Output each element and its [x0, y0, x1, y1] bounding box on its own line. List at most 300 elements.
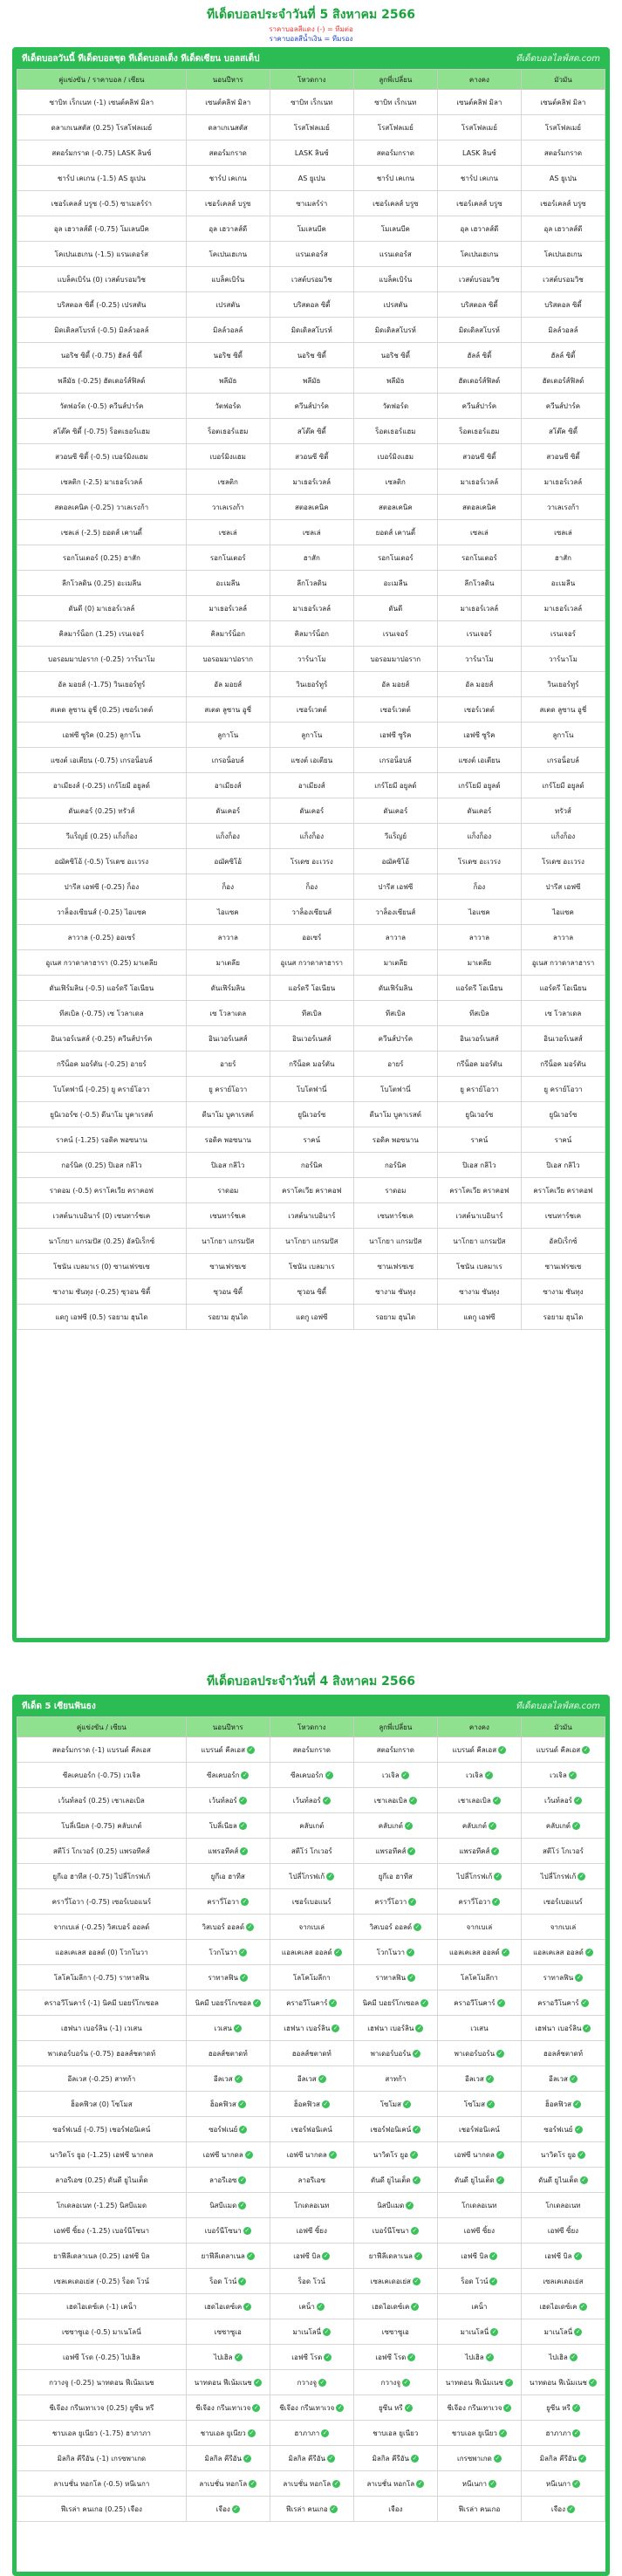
match-cell — [17, 1864, 187, 1889]
table-row — [17, 697, 605, 723]
cell-text: อัล มอยส์ — [465, 680, 494, 689]
pick-cell — [270, 2446, 353, 2471]
pick-cell — [437, 267, 521, 292]
cell-text: อินเวอร์เนสส์ — [460, 1034, 499, 1043]
cell-text: โคเปนเฮเกน (-1.5) แรนเดอร์ส — [54, 250, 149, 258]
check-icon: ✓ — [492, 1846, 498, 1854]
pick-cell — [186, 469, 270, 495]
pick-cell — [353, 571, 437, 596]
cell-text: ฮ็อคฟิวส (0) โซโมส — [71, 2100, 133, 2108]
match-cell — [17, 2269, 187, 2294]
check-icon: ✓ — [583, 1745, 589, 1753]
pick-cell — [521, 1229, 605, 1254]
pick-cell — [270, 621, 353, 647]
cell-text: นอริช ซิตี้ — [297, 351, 326, 360]
match-cell — [17, 2471, 187, 2497]
pick-cell — [437, 2066, 521, 2092]
cell-text: ลาวาล — [468, 933, 490, 942]
cell-text: เฮดไอเดซ์เค — [372, 2302, 410, 2311]
cell-text: วินเยอร์ทูร์ — [296, 680, 328, 689]
table-row — [17, 1813, 605, 1839]
check-icon: ✓ — [241, 1846, 247, 1854]
pick-cell — [521, 621, 605, 647]
section-title: ทีเด็ดบอลประจำวันที่ 4 สิงหาคม 2566 — [206, 1675, 416, 1689]
check-icon: ✓ — [241, 1973, 247, 1981]
pick-cell — [186, 2168, 270, 2193]
cell-text: ร็อด โวน์ — [209, 2277, 237, 2285]
match-cell — [17, 798, 187, 824]
match-cell — [17, 1965, 187, 1990]
pick-cell — [270, 1305, 353, 1330]
cell-text: เบอร์นีโซนา — [372, 2226, 409, 2235]
pick-cell — [437, 2345, 521, 2370]
pick-cell — [353, 697, 437, 723]
match-cell — [17, 1102, 187, 1127]
match-cell — [17, 1889, 187, 1915]
cell-text: ดีนาโม บูคาเรสต์ — [202, 1110, 254, 1119]
cell-text: สตอร์มกราด — [543, 148, 583, 157]
table-row — [17, 1178, 605, 1203]
cell-text: ทีสเบิล — [468, 1009, 489, 1017]
pick-cell — [186, 1940, 270, 1965]
pick-cell — [521, 2319, 605, 2345]
pick-cell — [437, 520, 521, 545]
pick-cell — [353, 368, 437, 394]
pick-cell — [186, 1229, 270, 1254]
pick-cell — [521, 1127, 605, 1153]
table-row — [17, 1203, 605, 1229]
cell-text: คราวี่โอวา — [458, 1897, 491, 1906]
pick-cell — [186, 723, 270, 748]
cell-text: ซีลเคบอร์ก — [207, 1771, 240, 1779]
pick-cell — [186, 1001, 270, 1026]
pick-cell — [521, 798, 605, 824]
pick-cell — [270, 343, 353, 368]
pick-cell — [437, 140, 521, 166]
pick-cell — [270, 444, 353, 469]
cell-text: ดันดี ยูไนเต็ด — [370, 2175, 411, 2184]
pick-cell — [270, 1102, 353, 1127]
pick-cell — [353, 394, 437, 419]
pick-cell — [521, 2370, 605, 2395]
check-icon: ✓ — [240, 1821, 246, 1829]
cell-text: ลีกโวลดิน (0.25) อะเมลีน — [61, 579, 141, 587]
cell-text: โบโตฟานี่ — [380, 1085, 411, 1093]
cell-text: มาเตลีย — [383, 958, 407, 967]
pick-cell — [270, 368, 353, 394]
table-row — [17, 1763, 605, 1788]
pick-cell — [270, 1763, 353, 1788]
brand-logo[interactable]: ทีเด็ดบอลไลฟ์สด.com — [516, 54, 600, 64]
cell-text: ชาร์ป เคเกน (-1.5) AS ยูเปน — [57, 174, 146, 182]
cell-text: ลาวาล (-0.25) ออเซร์ — [67, 933, 136, 942]
check-icon: ✓ — [407, 2201, 413, 2209]
check-icon: ✓ — [576, 1973, 582, 1981]
check-icon: ✓ — [489, 2479, 496, 2487]
cell-text: สตอลเคนิค — [294, 503, 329, 511]
table-row — [17, 368, 605, 394]
pick-cell — [186, 140, 270, 166]
cell-text: อัล มอยส์ — [214, 680, 243, 689]
pick-cell — [270, 1279, 353, 1305]
cell-text: แบรนด์ คีลเอส — [536, 1745, 581, 1754]
pick-cell — [270, 267, 353, 292]
cell-text: อาเมียงส์ (-0.25) เกร์โยมี อยูลด์ — [52, 781, 150, 790]
pick-cell — [186, 748, 270, 773]
cell-text: ดันเคอร์ — [467, 806, 492, 815]
check-icon: ✓ — [242, 1897, 248, 1905]
pick-cell — [353, 1813, 437, 1839]
pick-cell — [437, 1990, 521, 2016]
pick-cell — [521, 2041, 605, 2066]
column-header: โหวดกาง — [270, 70, 353, 90]
cell-text: ฮาภาภา — [545, 2429, 571, 2437]
cell-text: นาวิดโร ยูอ — [540, 2150, 577, 2159]
cell-text: มิลกิล คีรีอัน — [288, 2454, 325, 2463]
pick-cell — [521, 1153, 605, 1178]
pick-cell — [186, 1788, 270, 1813]
cell-text: ควีนส์ปาร์ค — [294, 401, 329, 410]
pick-cell — [186, 2117, 270, 2142]
cell-text: เชาเลอเบิล — [373, 1796, 407, 1805]
cell-text: อินเวอร์เนสส์ — [292, 1034, 332, 1043]
cell-text: สวอนซี ซิตี้ — [546, 452, 580, 461]
pick-cell — [186, 242, 270, 267]
cell-text: ฟีเรล่า คนเกอ (0.25) เจือง — [60, 2504, 142, 2513]
cell-text: ปิเอส กลิไว — [211, 1161, 245, 1169]
match-cell — [17, 140, 187, 166]
pick-cell — [521, 1940, 605, 1965]
cell-text: โมเลนบีค — [297, 224, 326, 233]
table-row — [17, 2345, 605, 2370]
cell-text: ก็อง — [305, 882, 318, 891]
cell-text: โคเปนเฮเกน — [208, 250, 248, 258]
check-icon: ✓ — [575, 2327, 581, 2335]
pick-cell — [186, 1305, 270, 1330]
cell-text: จากเบเล่ (-0.25) วิสเบอร์ ออลด์ — [53, 1922, 150, 1931]
cell-text: วินเยอร์ทูร์ — [547, 680, 579, 689]
cell-text: โซโมส — [379, 2100, 401, 2108]
cell-text: วาร์นาโม — [464, 654, 494, 663]
pick-cell — [353, 1839, 437, 1864]
cell-text: ซีลเคบอร์ก (-0.75) เวเจิล — [62, 1771, 140, 1779]
pick-cell — [270, 318, 353, 343]
cell-text: อัลบิเร็กซ์ — [549, 1237, 578, 1245]
cell-text: เกร์โยมี อยูลด์ — [458, 781, 501, 790]
pick-cell — [270, 2244, 353, 2269]
pick-cell — [437, 647, 521, 672]
pick-cell — [270, 1077, 353, 1102]
pick-cell — [521, 773, 605, 798]
cell-text: มิลกิล คีรีอัน — [539, 2454, 578, 2463]
check-icon: ✓ — [497, 2175, 503, 2183]
cell-text: วาร์นาโม — [549, 654, 578, 663]
check-icon: ✓ — [323, 2251, 329, 2259]
cell-text: ลูกาโน — [217, 730, 239, 739]
pick-cell — [270, 824, 353, 849]
pick-cell — [521, 2446, 605, 2471]
check-icon: ✓ — [244, 2454, 250, 2462]
cell-text: โลโคโมลีกา — [461, 1973, 498, 1982]
cell-text: โรสโฟลเมย์ — [544, 123, 581, 132]
match-cell — [17, 469, 187, 495]
cell-text: พลีมัธ — [386, 376, 405, 385]
cell-text: LASK ลินซ์ — [294, 148, 329, 157]
cell-text: วัตฟอร์ด (-0.5) ควีนส์ปาร์ค — [59, 401, 144, 410]
cell-text: เอฟซี บิล — [293, 2251, 321, 2260]
pick-cell — [521, 1052, 605, 1077]
table-row — [17, 292, 605, 318]
cell-text: ดีนาโม บูคาเรสต์ — [369, 1110, 421, 1119]
pick-cell — [186, 419, 270, 444]
cell-text: ยูกีเอ ฮาทีส — [210, 1872, 245, 1881]
match-cell — [17, 2345, 187, 2370]
pick-cell — [270, 2471, 353, 2497]
cell-text: แบล็คเบิร์น (0) เวสต์บรอมวิช — [57, 275, 146, 284]
match-cell — [17, 2066, 187, 2092]
cell-text: คลับเกต์ — [299, 1821, 325, 1830]
check-icon: ✓ — [406, 2403, 412, 2411]
match-cell — [17, 976, 187, 1001]
match-cell — [17, 191, 187, 216]
legend — [0, 24, 622, 44]
pick-cell — [437, 1305, 521, 1330]
table-row — [17, 140, 605, 166]
match-cell — [17, 1305, 187, 1330]
cell-text: ยู คราย์โอวา — [460, 1085, 499, 1093]
pick-cell — [437, 950, 521, 976]
cell-text: ฮัลล์ ซิตี้ — [550, 351, 576, 360]
cell-text: วีแร็ญย์ (0.25) แก็งก็อง — [65, 832, 138, 840]
cell-text: สโต๊ค ซิตี้ (-0.75) ร็อตเธอร์แฮม — [52, 427, 150, 435]
cell-text: ดันดี ยูไนเต็ด — [538, 2175, 578, 2184]
cell-text: โรเดซ อะเวรง — [541, 857, 584, 866]
match-cell — [17, 495, 187, 520]
pick-cell — [270, 216, 353, 242]
pick-cell — [186, 1889, 270, 1915]
pick-cell — [270, 1864, 353, 1889]
cell-text: ลีกโวลดิน — [297, 579, 327, 587]
match-cell — [17, 2421, 187, 2446]
match-cell — [17, 545, 187, 571]
check-icon: ✓ — [573, 2403, 579, 2411]
pick-cell — [353, 1229, 437, 1254]
pick-cell — [353, 545, 437, 571]
check-icon: ✓ — [414, 2125, 420, 2133]
cell-text: อะเมลีน — [550, 579, 576, 587]
cell-text: พลีมัธ (-0.25) ฮัดเดอร์ส์ฟิลด์ — [58, 376, 146, 385]
pick-cell — [186, 849, 270, 874]
pick-cell — [437, 115, 521, 140]
pick-cell — [270, 419, 353, 444]
pick-cell — [270, 773, 353, 798]
pick-cell — [353, 2421, 437, 2446]
pick-cell — [353, 874, 437, 900]
cell-text: ร็อด โวน์ — [461, 2277, 489, 2285]
cell-text: แก็งก็อง — [467, 832, 492, 840]
pick-cell — [437, 216, 521, 242]
pick-cell — [353, 672, 437, 697]
check-icon: ✓ — [412, 2226, 418, 2234]
cell-text: ลาเบชั่น หอกโล — [283, 2479, 332, 2488]
cell-text: คราอวีโนคาร์ — [454, 1998, 496, 2007]
check-icon: ✓ — [586, 1948, 592, 1956]
pick-cell — [353, 2269, 437, 2294]
pick-cell — [270, 1940, 353, 1965]
cell-text: มิลล์วอลล์ — [548, 325, 578, 334]
cell-text: ลาอรีเอซ — [209, 2175, 237, 2184]
column-header: ลูกพี่เปลี่ยน — [353, 1717, 437, 1737]
table-row — [17, 647, 605, 672]
pick-cell — [270, 469, 353, 495]
match-cell — [17, 2092, 187, 2117]
pick-cell — [186, 672, 270, 697]
match-cell — [17, 2294, 187, 2319]
pick-cell — [437, 2421, 521, 2446]
pick-cell — [437, 596, 521, 621]
cell-text: ฮ็อคฟิวส — [209, 2100, 236, 2108]
pick-cell — [521, 2168, 605, 2193]
check-icon: ✓ — [505, 2403, 510, 2411]
pick-cell — [353, 2345, 437, 2370]
table-header-text: ทีเด็ดบอลวันนี้ ทีเด็ดบอลชุด ทีเด็ดบอลเต็ง ทีเด็ดเซียน บอลสเต็ป — [22, 54, 260, 64]
pick-cell — [270, 495, 353, 520]
cell-text: เบอร์มิงแฮม — [209, 452, 246, 461]
pick-cell — [437, 824, 521, 849]
cell-text: โลโคโมลีกา — [292, 1973, 331, 1982]
cell-text: AS ยูเปน — [297, 174, 325, 182]
pick-cell — [353, 824, 437, 849]
pick-cell — [437, 1026, 521, 1052]
pick-cell — [270, 925, 353, 950]
cell-text: อะเมลีน — [215, 579, 240, 587]
cell-text: เว้นท์ลอร์ (0.25) เชาเลอเบิล — [58, 1796, 145, 1805]
match-cell — [17, 1990, 187, 2016]
cell-text: นิสบีแมด — [209, 2201, 237, 2209]
check-icon: ✓ — [240, 2175, 245, 2183]
cell-text: เซนทาร์ชเค — [544, 1211, 582, 1220]
check-icon: ✓ — [412, 2302, 418, 2310]
cell-text: เอฟซี นากดล — [286, 2150, 327, 2159]
match-cell — [17, 1153, 187, 1178]
cell-text: เวสต์นาเบอินาร์ — [288, 1211, 336, 1220]
pick-cell — [437, 1001, 521, 1026]
match-cell — [17, 1788, 187, 1813]
pick-cell — [437, 1737, 521, 1763]
cell-text: ฮาภาภา — [294, 2429, 320, 2437]
check-icon: ✓ — [254, 1998, 260, 2006]
table-row — [17, 2294, 605, 2319]
table-row — [17, 469, 605, 495]
table-row — [17, 1990, 605, 2016]
pick-cell — [353, 2066, 437, 2092]
section-aug-4 — [0, 1642, 622, 2576]
cell-text: เอฟซี โรด (-0.25) ไปเฮิล — [63, 2353, 140, 2361]
pick-cell — [521, 2016, 605, 2041]
pick-cell — [353, 773, 437, 798]
pick-cell — [353, 2294, 437, 2319]
cell-text: เซซาซูเอ (-0.5) มาเนโลนี่ — [62, 2327, 141, 2336]
cell-text: โชนัน เบลมาเร — [456, 1262, 502, 1271]
cell-text: ราดอม — [217, 1186, 239, 1195]
check-icon: ✓ — [573, 1821, 579, 1829]
cell-text: เว้นท์ลอร์ — [208, 1796, 237, 1805]
table-row — [17, 267, 605, 292]
check-icon: ✓ — [573, 2479, 579, 2487]
pick-cell — [353, 950, 437, 976]
cell-text: เคน็า — [471, 2302, 488, 2311]
match-cell — [17, 900, 187, 925]
brand-logo[interactable]: ทีเด็ดบอลไลฟ์สด.com — [516, 1702, 600, 1711]
cell-text: ดันเฟิร์มลิน — [378, 983, 413, 992]
cell-text: สตอร์มกราด — [376, 148, 414, 157]
tips-table — [17, 1716, 605, 2522]
cell-text: อุล เฮวาลส์ดี (-0.75) โมเลนบีค — [53, 224, 149, 233]
match-cell — [17, 2117, 187, 2142]
cell-text: วาล็องเซียนส์ (-0.25) ไอแซค — [57, 908, 147, 916]
pick-cell — [521, 140, 605, 166]
cell-text: เซอร์เวตต์ — [296, 705, 327, 714]
table-row — [17, 2244, 605, 2269]
cell-text: พลีมัธ — [219, 376, 237, 385]
pick-cell — [353, 1178, 437, 1203]
cell-text: เวเสน — [470, 2024, 489, 2032]
pick-cell — [353, 2244, 437, 2269]
cell-text: อีลเวส (-0.25) สาทก้า — [67, 2074, 136, 2083]
cell-text: ร็อตเธอร์แฮม — [208, 427, 249, 435]
check-icon: ✓ — [233, 2504, 239, 2512]
cell-text: อายร์ — [387, 1059, 404, 1068]
cell-text: โรเดซ อะเวรง — [457, 857, 501, 866]
pick-cell — [521, 1915, 605, 1940]
cell-text: ปารีส เอฟซี — [378, 882, 414, 891]
cell-text: เกรอน็อบล์ — [379, 756, 412, 764]
pick-cell — [186, 925, 270, 950]
check-icon: ✓ — [578, 2150, 584, 2158]
cell-text: ชีเจีอง กรีนเทาเวจ — [279, 2403, 335, 2412]
match-cell — [17, 874, 187, 900]
pick-cell — [437, 900, 521, 925]
pick-cell — [521, 2269, 605, 2294]
check-icon: ✓ — [494, 1796, 500, 1804]
cell-text: LASK ลินซ์ — [461, 148, 496, 157]
check-icon: ✓ — [240, 1948, 246, 1956]
cell-text: ชาร์ป เคเกน — [460, 174, 498, 182]
cell-text: นาโกยา แกรมปัส — [285, 1237, 338, 1245]
cell-text: คราวี่โอวา — [207, 1897, 240, 1906]
pick-cell — [521, 419, 605, 444]
check-icon: ✓ — [239, 2100, 245, 2107]
cell-text: บอรอมมาปอราก — [202, 654, 254, 663]
cell-text: ลาวาล — [552, 933, 574, 942]
pick-cell — [186, 343, 270, 368]
cell-text: ลาวาล — [217, 933, 238, 942]
pick-cell — [521, 2471, 605, 2497]
cell-text: ไอแซค — [552, 908, 574, 916]
cell-text: เซ โวลาเดล — [209, 1009, 247, 1017]
match-cell — [17, 925, 187, 950]
pick-cell — [437, 1839, 521, 1864]
pick-cell — [270, 1203, 353, 1229]
table-row — [17, 2142, 605, 2168]
cell-text: โชนัน เบลมาเร — [288, 1262, 335, 1271]
cell-text: เฮฟนา เบอร์ลิน — [284, 2024, 331, 2032]
cell-text: เฮฟนา เบอร์ลิน — [367, 2024, 414, 2032]
pick-cell — [270, 292, 353, 318]
cell-text: แพรอทีคส์ — [459, 1846, 490, 1855]
cell-text: นาโกยา แกรมปัส — [369, 1237, 422, 1245]
cell-text: สโต๊ค ซิตี้ — [297, 427, 326, 435]
